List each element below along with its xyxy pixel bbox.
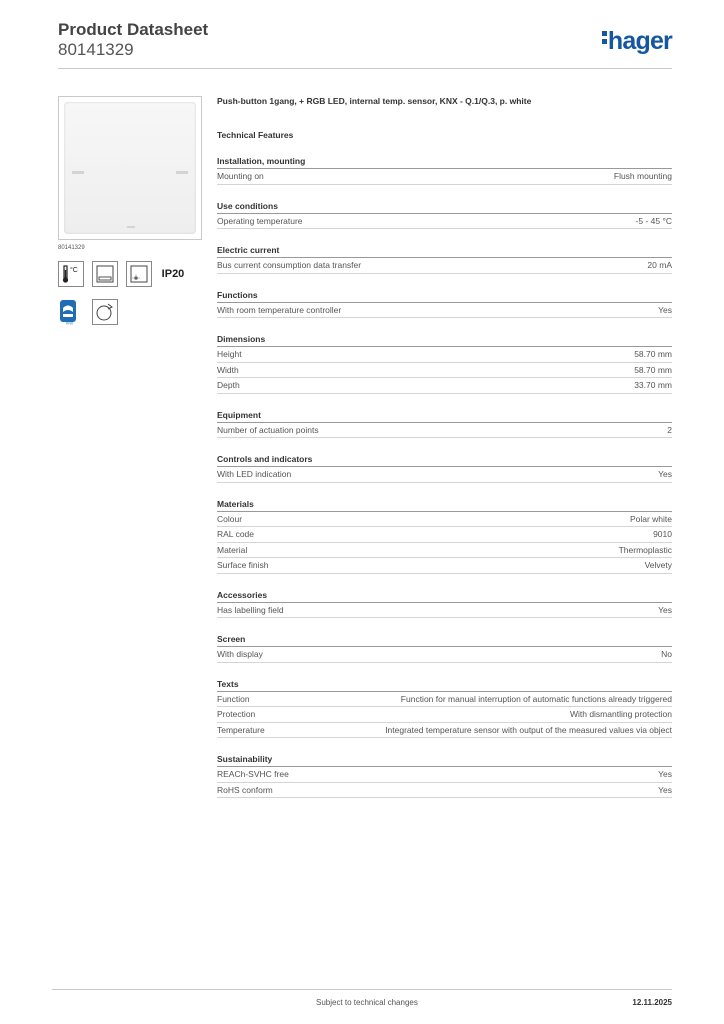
spec-section bbox=[217, 590, 672, 619]
footer-date: 12.11.2025 bbox=[632, 998, 672, 1007]
spec-section bbox=[217, 454, 672, 483]
section-title: Installation, mounting bbox=[217, 156, 306, 166]
header-divider bbox=[58, 68, 672, 69]
page-title: Product Datasheet bbox=[58, 20, 209, 39]
spec-row bbox=[217, 303, 672, 319]
spec-row bbox=[217, 169, 672, 185]
spec-row bbox=[217, 512, 672, 528]
right-actuation-mark bbox=[176, 171, 188, 174]
spec-label: Height bbox=[217, 349, 242, 359]
spec-value: 58.70 mm bbox=[634, 364, 672, 375]
spec-row bbox=[217, 258, 672, 274]
spec-row bbox=[217, 378, 672, 394]
spec-value: With dismantling protection bbox=[569, 709, 672, 719]
svg-text:°C: °C bbox=[70, 267, 78, 274]
spec-row bbox=[217, 783, 672, 799]
spec-row bbox=[217, 527, 672, 543]
image-caption: 80141329 bbox=[58, 245, 85, 251]
section-title: Electric current bbox=[217, 245, 280, 255]
footer-divider bbox=[52, 989, 672, 990]
page-header bbox=[58, 20, 672, 70]
section-title: Screen bbox=[217, 634, 246, 644]
spec-row bbox=[217, 707, 672, 723]
spec-label: Mounting on bbox=[217, 171, 264, 181]
section-title: Sustainability bbox=[217, 754, 273, 764]
spec-section bbox=[217, 156, 672, 185]
thermometer-celsius-icon bbox=[58, 261, 84, 287]
led-window bbox=[127, 226, 135, 228]
ip20-badge: IP20 bbox=[161, 268, 185, 280]
spec-label: Colour bbox=[217, 513, 243, 524]
knx-label: KNX bbox=[66, 321, 74, 325]
spec-row bbox=[217, 647, 672, 663]
spec-label: Width bbox=[217, 364, 239, 375]
spec-label: REACh-SVHC free bbox=[217, 769, 289, 779]
product-number: 80141329 bbox=[58, 40, 134, 59]
push-button-plate bbox=[64, 102, 196, 234]
feature-icons-row-1 bbox=[58, 261, 202, 287]
spec-value: 2 bbox=[667, 424, 672, 435]
product-description: Push-button 1gang, + RGB LED, internal temp. sensor, KNX - Q.1/Q.3, p. white bbox=[217, 96, 532, 106]
product-image bbox=[58, 96, 202, 240]
spec-label: Has labelling field bbox=[217, 604, 284, 615]
spec-row bbox=[217, 214, 672, 230]
spec-value: Yes bbox=[658, 784, 672, 795]
spec-row bbox=[217, 423, 672, 439]
spec-label: Surface finish bbox=[217, 560, 269, 570]
section-title: Accessories bbox=[217, 589, 268, 600]
spec-value: Yes bbox=[658, 469, 672, 479]
spec-label: Function bbox=[217, 693, 250, 704]
section-title: Materials bbox=[217, 498, 254, 509]
spec-label: RoHS conform bbox=[217, 784, 273, 795]
spec-label: Depth bbox=[217, 380, 240, 390]
spec-row bbox=[217, 467, 672, 483]
spec-value: 9010 bbox=[653, 529, 672, 539]
spec-value: Thermoplastic bbox=[618, 544, 672, 555]
spec-row bbox=[217, 347, 672, 363]
spec-row bbox=[217, 603, 672, 619]
logo-text: hager bbox=[607, 27, 672, 55]
spec-row bbox=[217, 543, 672, 559]
spec-label: Operating temperature bbox=[217, 215, 303, 226]
spec-section bbox=[217, 679, 672, 739]
spec-row bbox=[217, 767, 672, 783]
spec-section bbox=[217, 245, 672, 274]
feature-sections bbox=[217, 156, 672, 798]
spec-value: -5 - 45 °C bbox=[635, 215, 672, 226]
spec-section bbox=[217, 754, 672, 798]
spec-row bbox=[217, 723, 672, 739]
spec-value: Yes bbox=[658, 769, 672, 779]
spec-label: Temperature bbox=[217, 724, 265, 735]
feature-icons-row-2 bbox=[58, 299, 202, 325]
spec-label: Number of actuation points bbox=[217, 424, 319, 435]
knx-logo-icon bbox=[58, 299, 84, 325]
spec-value: Integrated temperature sensor with output of the measured values via object bbox=[385, 724, 672, 735]
spec-value: Yes bbox=[658, 304, 672, 315]
hager-logo bbox=[602, 27, 672, 56]
spec-label: With LED indication bbox=[217, 469, 292, 479]
spec-section bbox=[217, 334, 672, 394]
left-actuation-mark bbox=[72, 171, 84, 174]
spec-section bbox=[217, 499, 672, 574]
spec-label: RAL code bbox=[217, 529, 255, 539]
spec-value: Flush mounting bbox=[613, 171, 672, 181]
section-title: Use conditions bbox=[217, 200, 278, 211]
spec-value: 20 mA bbox=[647, 260, 672, 270]
spec-row bbox=[217, 558, 672, 574]
section-title: Equipment bbox=[217, 409, 261, 420]
logo-colon-icon bbox=[602, 28, 608, 47]
spec-section bbox=[217, 201, 672, 230]
rotation-icon bbox=[92, 299, 118, 325]
spec-label: Protection bbox=[217, 709, 256, 719]
spec-label: With room temperature controller bbox=[217, 304, 342, 315]
section-title: Controls and indicators bbox=[217, 454, 313, 464]
spec-value: Yes bbox=[658, 604, 672, 615]
spec-value: Polar white bbox=[629, 513, 672, 524]
footer-note: Subject to technical changes bbox=[316, 998, 418, 1007]
spec-value: 58.70 mm bbox=[634, 349, 672, 359]
led-indicator-icon bbox=[126, 261, 152, 287]
spec-value: 33.70 mm bbox=[634, 380, 672, 390]
technical-features-heading: Technical Features bbox=[217, 130, 294, 140]
spec-section bbox=[217, 290, 672, 319]
spec-row bbox=[217, 363, 672, 379]
section-title: Dimensions bbox=[217, 334, 266, 344]
spec-label: Bus current consumption data transfer bbox=[217, 260, 362, 270]
section-title: Texts bbox=[217, 678, 239, 689]
spec-row bbox=[217, 692, 672, 708]
product-sidebar bbox=[58, 96, 202, 325]
spec-label: With display bbox=[217, 649, 263, 659]
spec-value: Function for manual interruption of automatic functions already triggered bbox=[400, 693, 672, 704]
section-title: Functions bbox=[217, 289, 258, 300]
spec-label: Material bbox=[217, 544, 248, 555]
spec-value: No bbox=[661, 649, 672, 659]
datasheet-content bbox=[217, 96, 672, 798]
labelling-field-icon bbox=[92, 261, 118, 287]
spec-section bbox=[217, 410, 672, 439]
spec-value: Velvety bbox=[644, 560, 672, 570]
spec-section bbox=[217, 634, 672, 663]
